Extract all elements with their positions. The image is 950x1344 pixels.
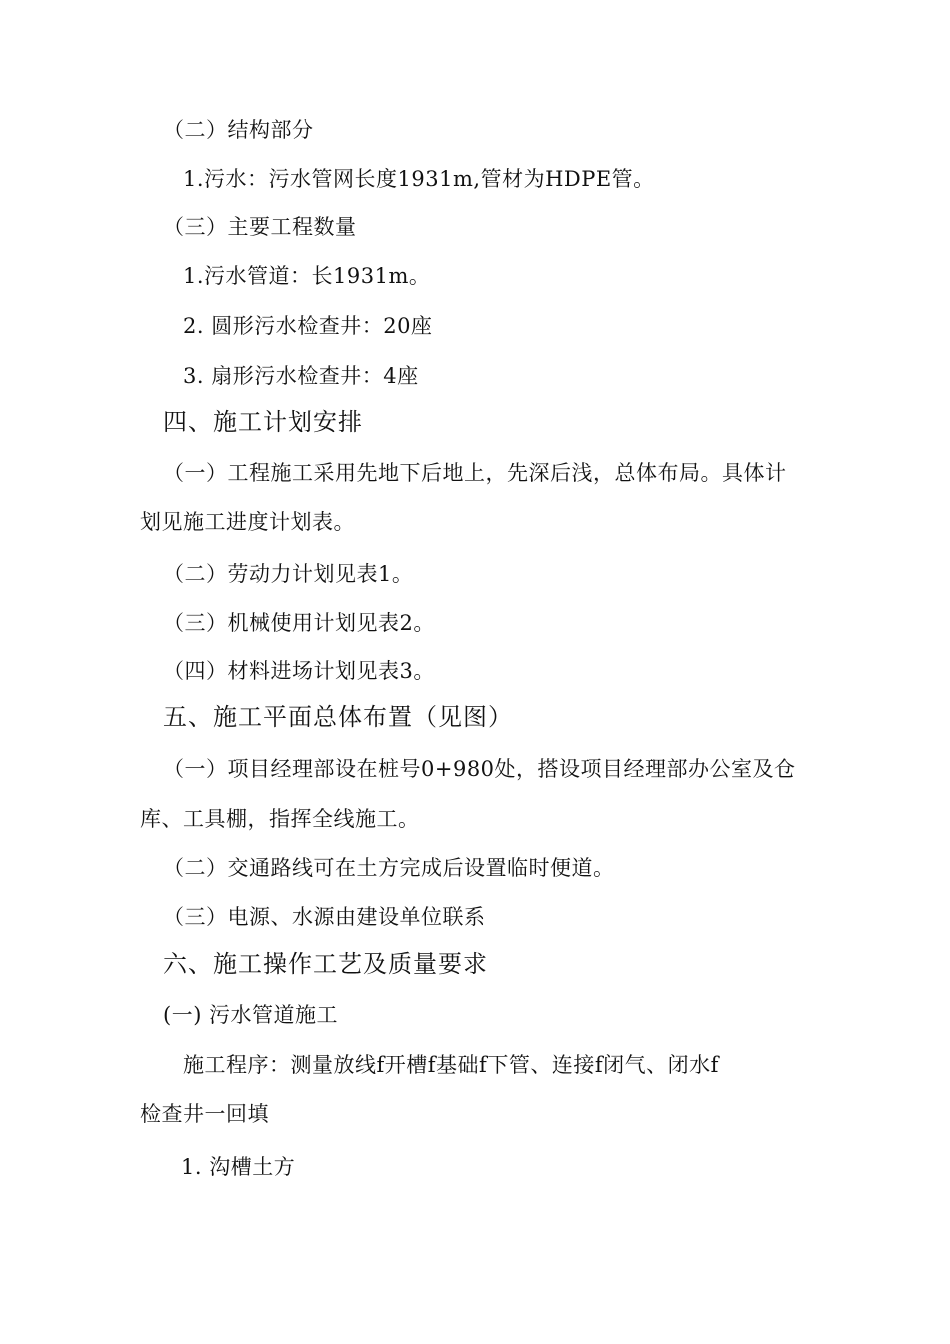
plan-item-1-continued: 划见施工进度计划表。 [140,510,355,534]
plan-item-1: （一）工程施工采用先地下后地上，先深后浅，总体布局。具体计 [163,461,787,485]
section-main-quantities: （三）主要工程数量 [163,215,357,239]
plan-item-4: （四）材料进场计划见表3。 [163,659,435,683]
item-sewage-pipe: 1.污水管道：长1931m。 [183,264,431,288]
layout-item-1: （一）项目经理部设在桩号0+980处，搭设项目经理部办公室及仓 [163,757,796,781]
plan-item-3: （三）机械使用计划见表2。 [163,611,435,635]
plan-item-2: （二）劳动力计划见表1。 [163,562,414,586]
item-sewage-network: 1.污水：污水管网长度1931m,管材为HDPE管。 [183,167,655,191]
item-fan-manhole: 3. 扇形污水检查井：4座 [183,364,419,388]
layout-item-2: （二）交通路线可在土方完成后设置临时便道。 [163,856,615,880]
section-structure: （二）结构部分 [163,118,314,142]
heading-process-quality: 六、施工操作工艺及质量要求 [163,950,488,978]
heading-construction-plan: 四、施工计划安排 [163,408,363,436]
process-sequence-continued: 检查井一回填 [140,1102,269,1126]
process-item-1: (一) 污水管道施工 [163,1003,339,1027]
heading-site-layout: 五、施工平面总体布置（见图） [163,703,513,731]
item-round-manhole: 2. 圆形污水检查井：20座 [183,314,433,338]
layout-item-1-continued: 库、工具棚，指挥全线施工。 [140,807,420,831]
process-sequence: 施工程序：测量放线f开槽f基础f下管、连接f闭气、闭水f [183,1053,719,1077]
layout-item-3: （三）电源、水源由建设单位联系 [163,905,486,929]
process-subitem-trench: 1. 沟槽土方 [181,1155,296,1179]
